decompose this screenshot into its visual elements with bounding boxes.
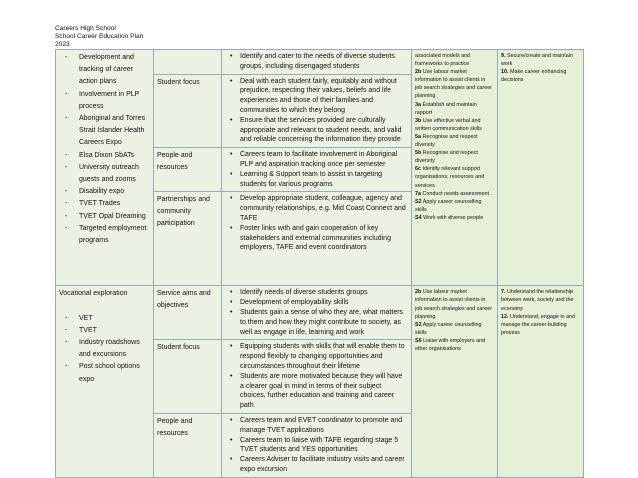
list-item: • Careers team to facilitate involvement in Aboriginal PLP and aspiration tracking once per semester [225,150,408,170]
skills-cell [412,50,498,286]
topic-list [59,52,150,247]
skill-item: associated models and frameworks to practice [415,53,471,68]
list-item: - VET [59,313,150,325]
list-item: • Students are more motivated because they will have a clearer goal in mind in terms of their subject choices, further education and training and career path [225,372,408,411]
career-plan-table [55,49,584,478]
bullets-cell [222,148,412,192]
list-item: • Students gain a sense of who they are, what matters to them and how they might contribute to society, as well as engage in life, learning and work [225,308,408,337]
plan-year: 2023 [55,41,70,49]
topic-cell [56,50,154,286]
topic-title: Vocational exploration [59,290,128,298]
list-item: - Disability expo [59,186,150,198]
focus-cell: Student focus [154,340,222,414]
focus-cell: People and resources [154,148,222,192]
skill-item: S6 Liaise with employers and other organisations [415,337,486,353]
skill-item: 2b Use labour market information to assist clients in job search strategies and career planning [415,69,493,100]
skill-item: 3b Use effective verbal and written communication skills [415,117,482,132]
outcomes-cell [498,286,584,477]
list-item: - TVET [59,325,150,337]
focus-cell: Service aims and objectives [154,286,222,340]
focus-cell [154,50,222,75]
list-item: • Identify needs of diverse students groups [225,288,408,298]
list-item: • Development of employability skills [225,298,408,308]
skill-item: S2 Apply career counselling skills [415,198,482,213]
list-item: - Elsa Dixon SbATs [59,150,150,162]
list-item: • Careers team to liaise with TAFE regarding stage 5 TVET students and YES opportunities [225,436,408,456]
list-item: • Foster links with and gain cooperation of key stakeholders and external communities including employers, TAFE and event coordinators [225,224,408,253]
list-item: - TVET Opal Dreaming [59,211,150,223]
list-item: - Targeted employment programs [59,223,150,247]
skill-item: 5b Recognise and respect diversity [415,150,478,165]
list-item: - Aboriginal and Torres Strait Islander Health Careers Expo [59,113,150,150]
plan-title: School Career Education Plan [55,33,144,41]
bullets-cell [222,413,412,477]
list-item: • Ensure that the services provided are culturally appropriate and relevant to student needs, and valid and reliable concerning the information they provide [225,116,408,145]
topic-cell [56,286,154,477]
outcome-item: 7. Understand the relationship between work, society and the economy [501,289,574,312]
list-item: - Involvement in PLP process [59,89,150,113]
list-item: • Careers Adviser to facilitate industry visits and career expo excursion [225,455,408,475]
list-item: • Develop appropriate student, colleague, agency and community relationships, e.g. Mid Coast Connect and TAFE [225,194,408,223]
bullets-cell [222,286,412,340]
skill-item: 6c Identify relevant support organisations, resources and services [415,166,485,189]
outcome-item: 9. Secure/create and maintain work [501,53,573,68]
list-item: • Equipping students with skills that will enable them to respond flexibly to changing opportunities and circumstances throughout their lifetime [225,342,408,371]
outcomes-cell [498,50,584,286]
bullets-cell [222,340,412,414]
outcome-item: 12. Understand, engage in and manage the career-building process [501,313,576,336]
bullets-cell [222,192,412,286]
focus-cell: People and resources [154,413,222,477]
document-header [55,25,143,50]
topic-list [59,313,150,386]
list-item: - Industry roadshows and excursions [59,337,150,361]
skill-item: 3a Establish and maintain rapport [415,101,477,116]
school-name: Careers High School [55,25,116,32]
skill-item: S2 Apply career counselling skills [415,321,482,336]
focus-cell: Partnerships and community participation [154,192,222,286]
table-row [56,50,584,75]
list-item: - Development and tracking of career action plans [59,52,150,89]
focus-cell: Student focus [154,74,222,148]
bullets-cell [222,50,412,75]
list-item: • Learning & Support team to assist in targeting students for various programs [225,170,408,190]
skill-item: S4 Work with diverse people [415,214,484,221]
skill-item: 5a Recognise and respect diversity [415,133,478,149]
list-item: - TVET Trades [59,198,150,210]
skills-cell [412,286,498,477]
list-item: • Identify and cater to the needs of diverse students groups, including disengaged students [225,52,408,72]
skill-item: 2b Use labour market information to assist clients in job search strategies and career planning [415,289,493,320]
table-row [56,286,584,340]
skill-item: 7a Conduct needs assessment [415,190,490,197]
list-item: • Deal with each student fairly, equitably and without prejudice, respecting their values, beliefs and life experiences and those of their families and communities to which they belong [225,77,408,116]
list-item: - University outreach guests and zooms [59,162,150,186]
list-item: • Careers team and EVET coordinator to promote and manage TVET applications [225,416,408,436]
list-item: - Post school options expo [59,361,150,385]
bullets-cell [222,74,412,148]
outcome-item: 10. Make career enhancing decisions [501,69,567,84]
